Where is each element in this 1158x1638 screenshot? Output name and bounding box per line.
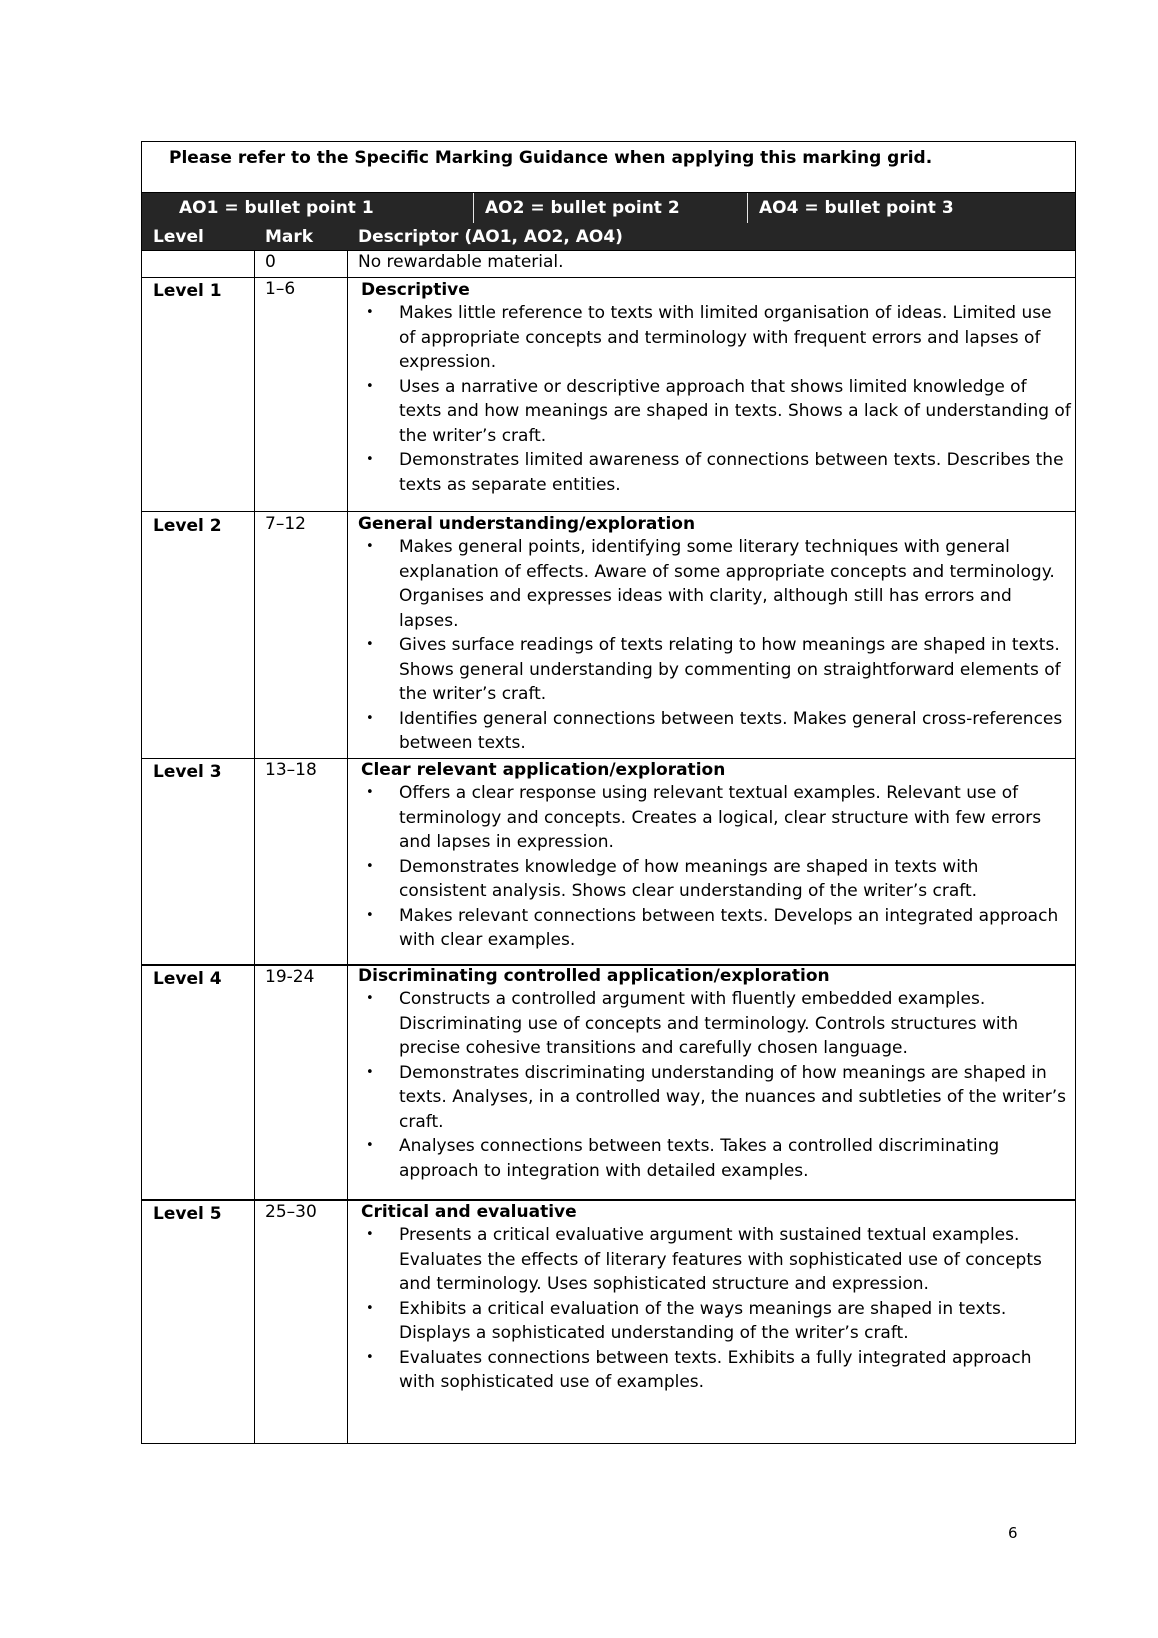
- page-number: 6: [1008, 1524, 1018, 1542]
- descriptor-bullet: • Exhibits a critical evaluation of the ways meanings are shaped in texts. Displays a sophisticated understanding of the writer’s craft.: [358, 1297, 1071, 1346]
- descriptor-bullet: • Offers a clear response using relevant textual examples. Relevant use of terminology and concepts. Creates a logical, clear structure with few errors and lapses in expression.: [358, 781, 1071, 855]
- mark-range: 25–30: [265, 1202, 317, 1222]
- descriptor-bullet: • Analyses connections between texts. Takes a controlled discriminating approach to integration with detailed examples.: [358, 1134, 1068, 1183]
- descriptor-bullet: • Makes general points, identifying some literary techniques with general explanation of effects. Aware of some appropriate concepts and terminology. Organises and expresses ideas with clarity, although still has errors and lapses.: [358, 535, 1068, 633]
- descriptor-title: Critical and evaluative: [361, 1202, 577, 1222]
- ao1-label: AO1 = bullet point 1: [179, 198, 374, 218]
- table-row: [142, 250, 1075, 278]
- mark-range: 0: [265, 252, 276, 272]
- mark-range: 7–12: [265, 514, 306, 534]
- descriptor-bullet: • Demonstrates discriminating understanding of how meanings are shaped in texts. Analyses, in a controlled way, the nuances and subtleties of the writer’s craft.: [358, 1061, 1068, 1135]
- descriptor-bullet: • Gives surface readings of texts relating to how meanings are shaped in texts. Shows general understanding by commenting on straightforward elements of the writer’s craft.: [358, 633, 1068, 707]
- descriptor-text: No rewardable material.: [358, 252, 564, 272]
- descriptor-column-header: Descriptor (AO1, AO2, AO4): [358, 227, 623, 247]
- level-label: Level 3: [153, 762, 222, 782]
- table-row: [142, 964, 1075, 1201]
- table-row: [142, 1199, 1075, 1445]
- descriptor-title: Clear relevant application/exploration: [361, 760, 726, 780]
- descriptor-bullet: • Constructs a controlled argument with fluently embedded examples. Discriminating use of concepts and terminology. Controls structures with precise cohesive transitions and carefully chosen language.: [358, 987, 1068, 1061]
- descriptor-bullet: • Demonstrates limited awareness of connections between texts. Describes the texts as separate entities.: [358, 448, 1071, 497]
- assessment-objectives-row: [142, 193, 1075, 223]
- ao2-label: AO2 = bullet point 2: [485, 198, 680, 218]
- table-row: [142, 758, 1075, 965]
- mark-range: 19-24: [265, 967, 315, 987]
- descriptor: [361, 280, 1071, 497]
- mark-range: 1–6: [265, 279, 296, 299]
- mark-column-header: Mark: [265, 227, 314, 247]
- level-label: Level 5: [153, 1204, 222, 1224]
- mark-range: 13–18: [265, 760, 317, 780]
- descriptor: [358, 514, 1068, 756]
- level-label: Level 2: [153, 516, 222, 536]
- table-row: [142, 277, 1075, 512]
- descriptor: [361, 1202, 1071, 1395]
- descriptor-bullet: • Uses a narrative or descriptive approach that shows limited knowledge of texts and how meanings are shaped in texts. Shows a lack of understanding of the writer’s craft.: [358, 375, 1071, 449]
- level-label: Level 1: [153, 281, 222, 301]
- table-row: [142, 511, 1075, 759]
- descriptor-bullet: • Makes relevant connections between texts. Develops an integrated approach with clear examples.: [358, 904, 1071, 953]
- descriptor: [358, 966, 1068, 1183]
- level-column-header: Level: [153, 227, 204, 247]
- descriptor-bullet: • Presents a critical evaluative argument with sustained textual examples. Evaluates the effects of literary features with sophisticated use of concepts and terminology. Uses sophisticated structure and expression.: [358, 1223, 1071, 1297]
- level-label: Level 4: [153, 969, 222, 989]
- descriptor-title: Descriptive: [361, 280, 470, 300]
- marking-grid: [141, 141, 1076, 1444]
- descriptor-bullet: • Evaluates connections between texts. Exhibits a fully integrated approach with sophisticated use of examples.: [358, 1346, 1071, 1395]
- descriptor: [361, 760, 1071, 953]
- guidance-notice: Please refer to the Specific Marking Guidance when applying this marking grid.: [142, 142, 1075, 193]
- descriptor-bullet: • Demonstrates knowledge of how meanings are shaped in texts with consistent analysis. Shows clear understanding of the writer’s craft.: [358, 855, 1071, 904]
- column-header-row: [142, 223, 1075, 250]
- descriptor-title: General understanding/exploration: [358, 514, 696, 534]
- ao4-label: AO4 = bullet point 3: [759, 198, 954, 218]
- descriptor-bullet: • Makes little reference to texts with limited organisation of ideas. Limited use of appropriate concepts and terminology with frequent errors and lapses of expression.: [358, 301, 1071, 375]
- descriptor-bullet: • Identifies general connections between texts. Makes general cross-references between texts.: [358, 707, 1068, 756]
- descriptor-title: Discriminating controlled application/exploration: [358, 966, 830, 986]
